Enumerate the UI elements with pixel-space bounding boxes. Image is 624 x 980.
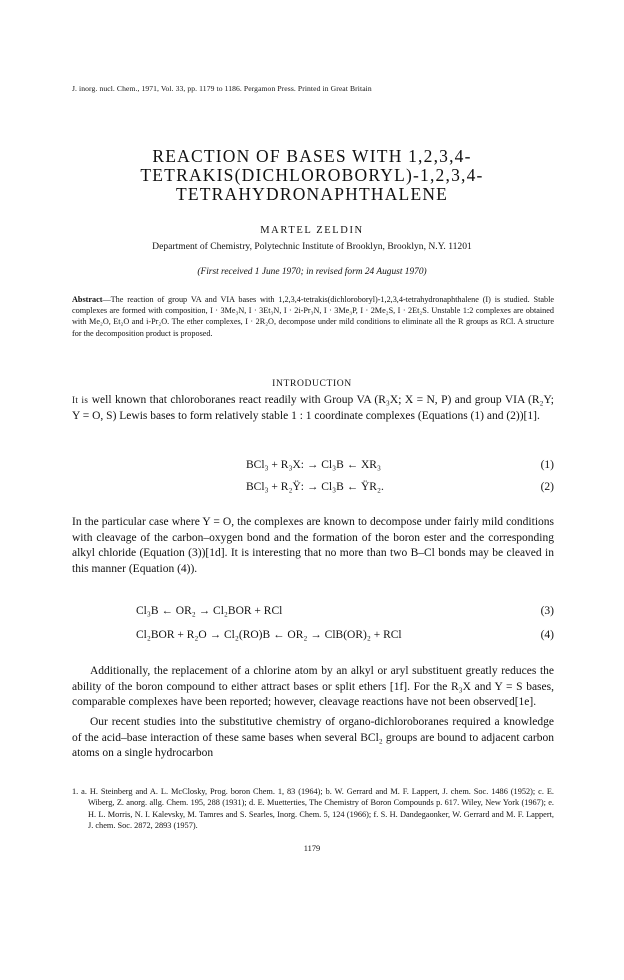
intro-paragraph-2: In the particular case where Y = O, the complexes are known to decompose under fairly mild conditions with cleavage of the carbon–oxygen bond and the formation of the boron ester and the corresponding alkyl chloride (Equation (3))[1d]. It is interesting that no more than two B–Cl bonds may be cleaved in this manner (Equation (4)).	[72, 516, 554, 576]
title-line-3: TETRAHYDRONAPHTHALENE	[175, 184, 449, 204]
section-heading-introduction: INTRODUCTION	[272, 378, 352, 389]
abstract-label: Abstract	[72, 295, 103, 304]
abstract: Abstract—The reaction of group VA and VIA bases with 1,2,3,4-tetrakis(dichloroboryl)-1,2,3,4-tetrahydronaphthalene (I) is studied. Stable complexes are formed with composition, I · 3Me₃N, I · 3Et₃N, I · 2i-Pr₃N, I · 3Me₃P, I · 2Me₂S, I · 2Et₂S. Unstable 1:2 complexes are obtained with Me₂O, Et₂O and i-Pr₂O. The ether complexes, I · 2R₂O, decompose under mild conditions to eliminate all the R groups as RCl. A structure for the decomposition product is proposed.	[72, 295, 554, 338]
intro-paragraph-1	[72, 393, 554, 424]
author-affiliation: Department of Chemistry, Polytechnic Institute of Brooklyn, Brooklyn, N.Y. 11201	[152, 241, 472, 252]
equation-2: BCl₃ + R₂Ÿ: → Cl₃B ← ŸR₂.	[246, 481, 384, 493]
paragraph-1-text: well known that chloroboranes react readily with Group VA (R₃X; X = N, P) and group VIA (R₂Y; Y = O, S) Lewis bases to form relatively stable 1 : 1 coordinate complexes (Equations (1) and (2))[1].	[72, 394, 554, 422]
equation-4-number: (4)	[540, 629, 554, 641]
abstract-text: The reaction of group VA and VIA bases with 1,2,3,4-tetrakis(dichloroboryl)-1,2,3,4-tetrahydronaphthalene (I) is studied. Stable complexes are formed with composition, I · 3Me₃N, I · 3Et₃N, I · 2i-Pr₃N, I · 3Me₃P, I · 2Me₂S, I · 2Et₂S. Unstable 1:2 complexes are obtained with Me₂O, Et₂O and i-Pr₂O. The ether complexes, I · 2R₂O, decompose under mild conditions to eliminate all the R groups as RCl. A structure for the decomposition product is proposed.	[72, 295, 554, 338]
paragraph-lead-in: It is	[72, 395, 89, 405]
title-line-1: REACTION OF BASES WITH 1,2,3,4-	[152, 146, 472, 166]
title-line-2: TETRAKIS(DICHLOROBORYL)-1,2,3,4-	[140, 165, 484, 185]
footnote-references: 1. a. H. Steinberg and A. L. McClosky, Prog. boron Chem. 1, 83 (1964); b. W. Gerrard and M. F. Lappert, J. chem. Soc. 1486 (1952); c. E. Wiberg, Z. anorg. allg. Chem. 195, 288 (1931); d. E. Muetterties, The Chemistry of Boron Compounds p. 617. Wiley, New York (1967); e. H. L. Morris, N. I. Kalevsky, M. Tamres and S. Searles, Inorg. Chem. 5, 124 (1966); f. S. H. Dandegaonker, W. Gerrard and M. F. Lappert, J. chem. Soc. 2872, 2893 (1957).	[72, 787, 554, 830]
journal-header: J. inorg. nucl. Chem., 1971, Vol. 33, pp. 1179 to 1186. Pergamon Press. Printed in Great Britain	[72, 84, 372, 93]
article-title	[0, 147, 624, 204]
received-dates: (First received 1 June 1970; in revised form 24 August 1970)	[197, 267, 427, 277]
equation-2-number: (2)	[540, 481, 554, 493]
equation-3: Cl₃B ← OR₂ → Cl₂BOR + RCl	[136, 605, 283, 617]
intro-paragraph-3: Additionally, the replacement of a chlorine atom by an alkyl or aryl substituent greatly reduces the ability of the boron compound to either attract bases or split ethers [1f]. For the R₃X and Y = S bases, comparable complexes have been reported; however, cleavage reactions have not been observed[1e].	[72, 665, 554, 709]
intro-paragraph-4: Our recent studies into the substitutive chemistry of organo-dichloroboranes required a knowledge of the acid–base interaction of these same bases when several BCl₂ groups are bound to adjacent carbon atoms on a single hydrocarbon	[72, 716, 554, 760]
page-number: 1179	[303, 844, 321, 853]
author-name: MARTEL ZELDIN	[260, 225, 364, 236]
equation-1: BCl₃ + R₃X: → Cl₃B ← XR₃	[246, 459, 381, 471]
equation-1-number: (1)	[540, 459, 554, 471]
equation-3-number: (3)	[540, 605, 554, 617]
equation-4: Cl₂BOR + R₂O → Cl₂(RO)B ← OR₂ → ClB(OR)₂ + RCl	[136, 629, 402, 641]
